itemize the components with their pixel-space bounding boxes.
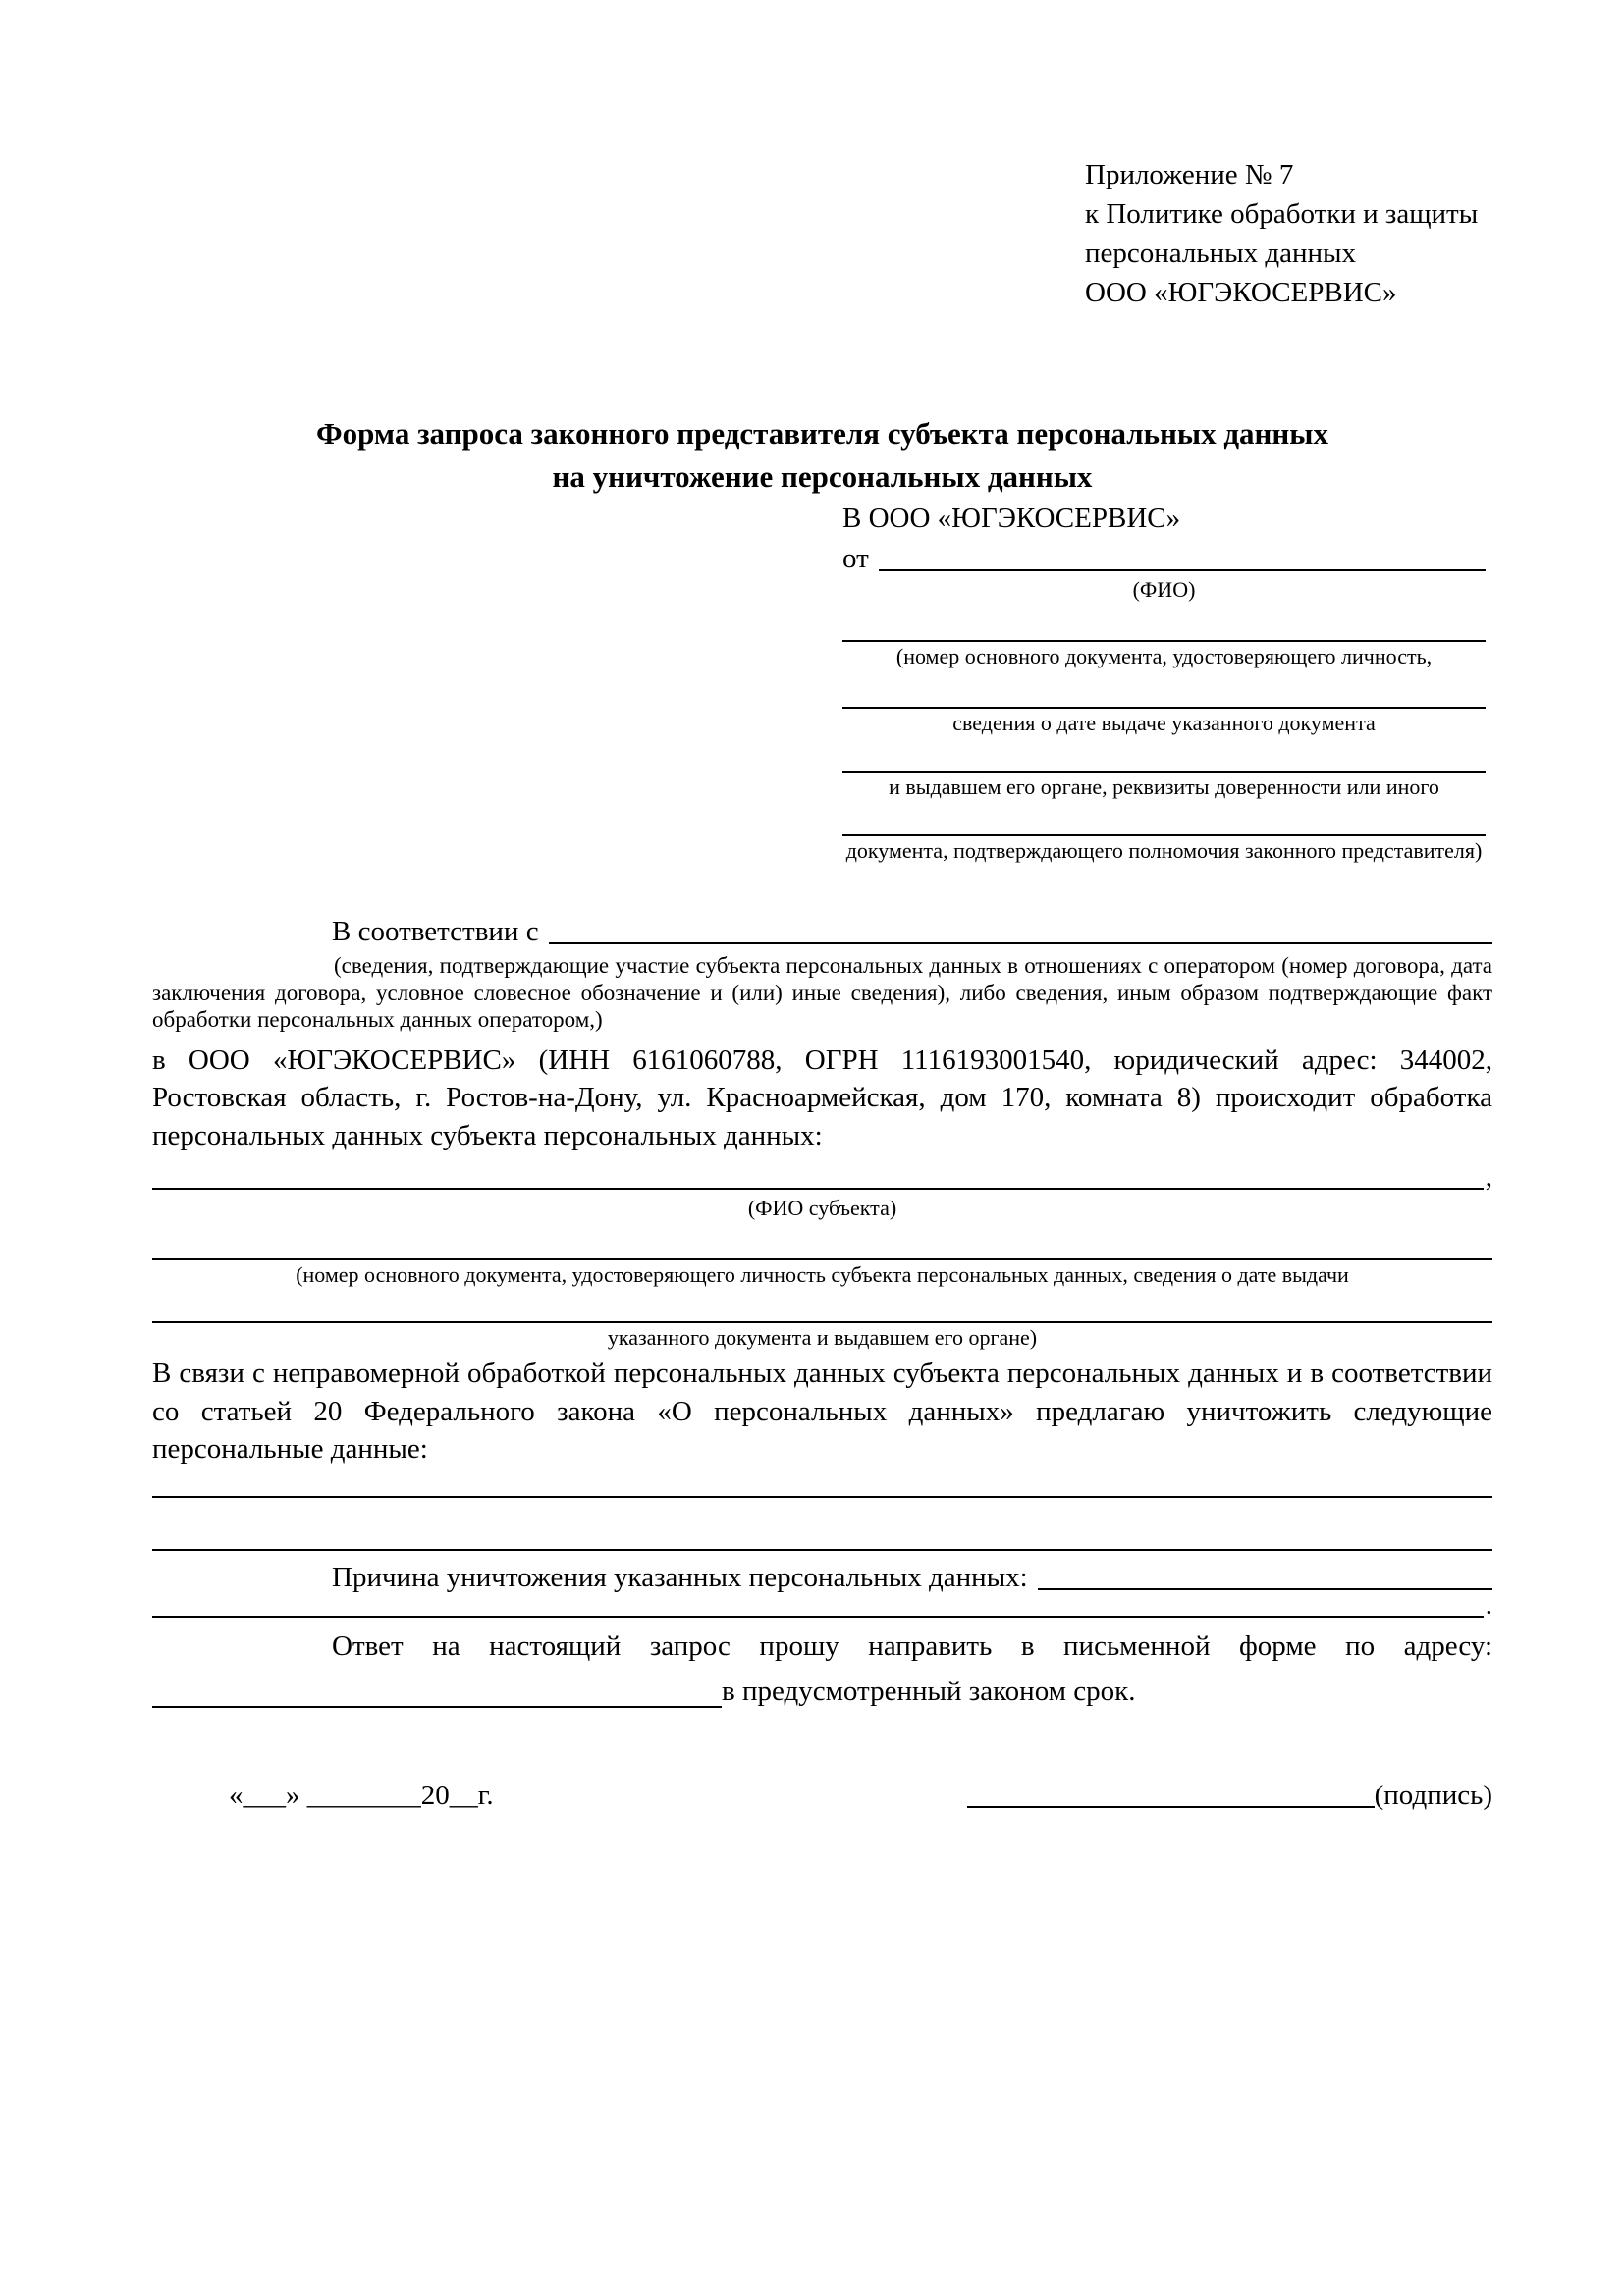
reason-row	[152, 1553, 1492, 1594]
subject-doc-caption-1: (номер основного документа, удостоверяющего личность субъекта персональных данных, сведения о дате выдачи	[296, 1262, 1349, 1287]
form-title-line-2: на уничтожение персональных данных	[552, 459, 1093, 494]
destruction-data-blank-line-1	[152, 1468, 1492, 1498]
representative-doc-caption-3: и выдавшем его органе, реквизиты доверенности или иного	[889, 774, 1439, 799]
form-title-line-1: Форма запроса законного представителя субъекта персональных данных	[316, 416, 1328, 451]
form-title	[152, 412, 1492, 499]
reason-label: Причина уничтожения указанных персональных данных:	[332, 1561, 1028, 1593]
appendix-header-line-4: ООО «ЮГЭКОСЕРВИС»	[1085, 277, 1397, 308]
signature-blank-line	[967, 1777, 1375, 1808]
from-label: от	[842, 543, 869, 574]
from-row	[842, 540, 1486, 575]
destruction-data-blank-line-2	[152, 1498, 1492, 1551]
reply-address-row	[152, 1665, 1492, 1708]
addressee-org: В ООО «ЮГЭКОСЕРВИС»	[842, 503, 1181, 534]
subject-fio-blank-line	[152, 1188, 1484, 1190]
appendix-header	[1085, 155, 1492, 312]
operator-paragraph: в ООО «ЮГЭКОСЕРВИС» (ИНН 6161060788, ОГРН 1116193001540, юридический адрес: 344002, Ростовская область, г. Ростов-на-Дону, ул. Красноармейская, дом 170, комната 8) происходит обработка персональных данных субъекта персональных данных:	[152, 1043, 1492, 1151]
signature-group	[967, 1777, 1492, 1812]
representative-fio-blank-line	[879, 569, 1486, 571]
subject-doc-blank-line-2	[152, 1290, 1492, 1323]
representative-doc-caption-2: сведения о дате выдаче указанного документа	[952, 711, 1376, 735]
subject-doc-caption-2: указанного документа и выдавшем его органе)	[607, 1325, 1038, 1350]
accordance-note: (сведения, подтверждающие участие субъекта персональных данных в отношениях с оператором (номер договора, дата заключения договора, условное словесное обозначение и (или) иные сведения), либо сведения, иным образом подтверждающие факт обработки персональных данных оператором,)	[152, 953, 1492, 1032]
fio-caption: (ФИО)	[1132, 577, 1196, 602]
appendix-header-line-1: Приложение № 7	[1085, 159, 1294, 190]
representative-doc-caption-4: документа, подтверждающего полномочия законного представителя)	[845, 838, 1483, 863]
date-blank-line: «___» ________20__г.	[229, 1780, 494, 1811]
representative-doc-blank-line-1	[842, 605, 1486, 642]
representative-doc-caption-1: (номер основного документа, удостоверяющего личность,	[895, 644, 1433, 668]
footer-row	[152, 1777, 1492, 1812]
destruction-paragraph: В связи с неправомерной обработкой персональных данных субъекта персональных данных и в соответствии со статьей 20 Федерального закона «О персональных данных» предлагаю уничтожить следующие персональные данные:	[152, 1358, 1492, 1465]
appendix-header-line-3: персональных данных	[1085, 238, 1357, 269]
reply-address-blank-line	[152, 1677, 722, 1708]
representative-doc-blank-line-3	[842, 738, 1486, 773]
addressee-block	[842, 501, 1486, 866]
subject-fio-caption: (ФИО субъекта)	[747, 1196, 897, 1220]
accordance-lead: В соответствии с	[332, 916, 539, 947]
signature-caption: (подпись)	[1374, 1780, 1492, 1811]
subject-fio-row	[152, 1154, 1492, 1194]
accordance-blank-line	[549, 942, 1492, 944]
reply-lead: Ответ на настоящий запрос прошу направить в письменной форме по адресу:	[332, 1629, 1492, 1662]
accordance-row	[152, 909, 1492, 948]
reason-trailing-period: .	[1485, 1588, 1492, 1621]
appendix-header-line-2: к Политике обработки и защиты	[1085, 198, 1479, 230]
reply-tail: в предусмотренный законом срок.	[722, 1676, 1136, 1707]
reason-continuation-row	[152, 1588, 1492, 1622]
reason-continuation-blank-line	[152, 1616, 1484, 1618]
representative-doc-blank-line-4	[842, 802, 1486, 836]
subject-fio-trailing-comma: ,	[1485, 1161, 1492, 1193]
reason-blank-line	[1038, 1588, 1492, 1590]
subject-doc-blank-line-1	[152, 1223, 1492, 1260]
representative-doc-blank-line-2	[842, 671, 1486, 709]
